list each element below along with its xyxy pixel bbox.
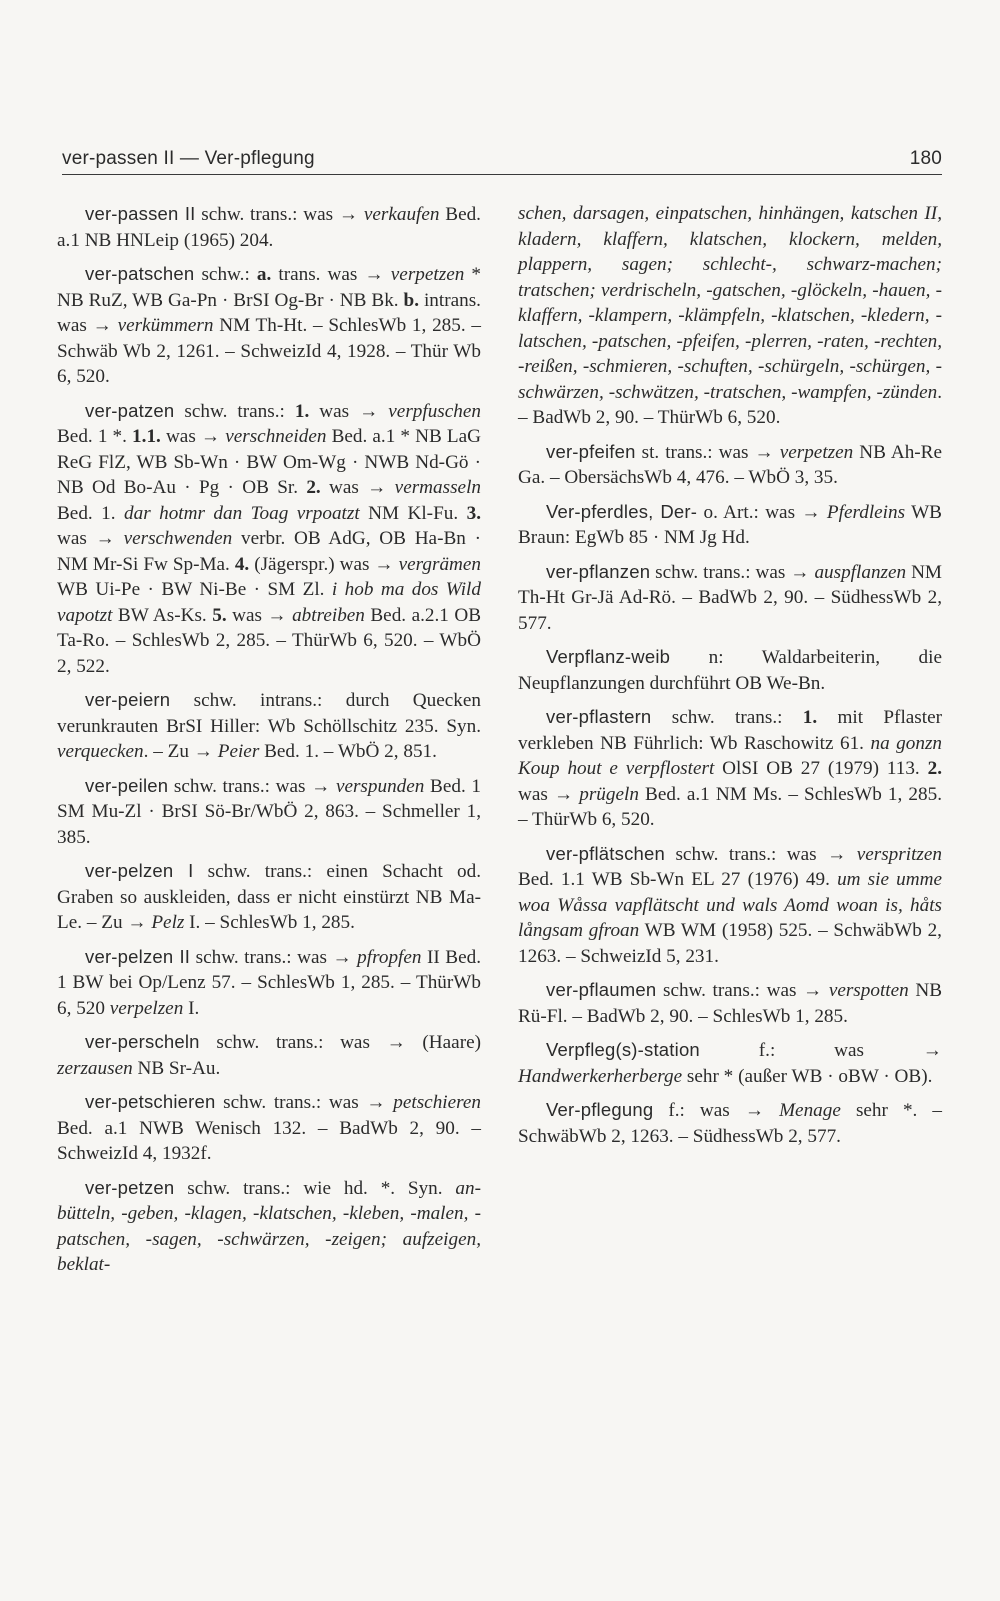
dictionary-entry	[57, 261, 481, 390]
entry-body: st. trans.: was → verpetzen NB Ah-Re Ga. – ObersächsWb 4, 476. – WbÖ 3, 35.	[518, 441, 942, 488]
dictionary-entry	[518, 1097, 942, 1149]
dictionary-entry	[518, 704, 942, 833]
left-column	[57, 201, 481, 1286]
dictionary-entry	[518, 499, 942, 551]
entry-body: f.: was → Handwerkerherberge sehr * (außer WB · oBW · OB).	[518, 1040, 942, 1087]
dictionary-entry	[518, 644, 942, 696]
entry-headword: ver-petzen	[85, 1176, 175, 1198]
dictionary-entry	[518, 201, 942, 431]
entry-body: schw. trans.: was → verspunden Bed. 1 SM Mu-Zl · BrSI Sö-Br/WbÖ 2, 863. – Schmeller 1, 385.	[57, 775, 481, 848]
entry-headword: Verpflanz-weib	[546, 646, 671, 667]
dictionary-entry	[57, 858, 481, 936]
dictionary-entry	[518, 841, 942, 970]
entry-body: schw. trans.: was → verkaufen Bed. a.1 NB HNLeip (1965) 204.	[57, 204, 481, 251]
dictionary-entry	[57, 201, 481, 253]
dictionary-entry	[57, 398, 481, 680]
running-title: ver-passen II — Ver-pflegung	[62, 148, 315, 169]
dictionary-entry	[518, 559, 942, 637]
entry-headword: ver-peiern	[85, 689, 171, 710]
dictionary-entry	[57, 1029, 481, 1081]
dictionary-entry	[57, 1089, 481, 1167]
entry-body: schw. trans.: was → petschieren Bed. a.1 NWB Wenisch 132. – BadWb 2, 90. – SchweizId 4, 1932f.	[57, 1092, 481, 1164]
right-column	[518, 201, 942, 1157]
dictionary-entry	[57, 944, 481, 1022]
running-header	[62, 144, 942, 175]
dictionary-entry	[518, 439, 942, 491]
entry-headword: ver-pelzen II	[85, 945, 191, 967]
entry-body: schw. trans.: 1. was → verpfuschen Bed. 1 *. 1.1. was → verschneiden Bed. a.1 * NB LaG ReG FlZ, WB Sb-Wn · BW Om-Wg · NWB Nd-Gö · NB Od Bo-Au · Pg · OB Sr. 2. was → vermasseln Bed. 1. dar hotmr dan Toag vrpoatzt NM Kl-Fu. 3. was → verschwenden verbr. OB AdG, OB Ha-Bn · NM Mr-Si Fw Sp-Ma. 4. (Jägerspr.) was → vergrämen WB Ui-Pe · BW Ni-Be · SM Zl. i hob ma dos Wild vapotzt BW As-Ks. 5. was → abtreiben Bed. a.2.1 OB Ta-Ro. – SchlesWb 2, 285. – ThürWb 6, 520. – WbÖ 2, 522.	[57, 400, 482, 677]
entry-body: n: Waldarbeiterin, die Neupflanzungen durchführt OB We-Bn.	[518, 647, 942, 694]
entry-body: schw. trans.: was → verspritzen Bed. 1.1 WB Sb-Wn EL 27 (1976) 49. um sie umme woa Wåssa vapflätscht und wals Aomd woan is, håts långsam gfroan WB WM (1958) 525. – SchwäbWb 2, 1263. – SchweizId 5, 231.	[518, 843, 942, 967]
entry-body: schw. trans.: was → (Haare) zerzausen NB Sr-Au.	[57, 1032, 481, 1079]
entry-headword: Verpfleg(s)-station	[546, 1039, 700, 1060]
dictionary-entry	[518, 977, 942, 1029]
entry-body: schw. trans.: wie hd. *. Syn. an-bütteln, -geben, -klagen, -klatschen, -kleben, -malen, -patschen, -sagen, -schwärzen, -zeigen; aufzeigen, beklat-	[57, 1177, 481, 1275]
entry-body: schw. trans.: was → pfropfen II Bed. 1 BW bei Op/Lenz 57. – SchlesWb 1, 285. – ThürWb 6, 520 verpelzen I.	[57, 946, 482, 1019]
entry-headword: ver-pflastern	[546, 706, 652, 727]
entry-body: schw. intrans.: durch Quecken verunkrauten BrSI Hiller: Wb Schöllschitz 235. Syn. verquecken. – Zu → Peier Bed. 1. – WbÖ 2, 851.	[57, 690, 481, 762]
dictionary-entry	[57, 1175, 481, 1278]
entry-headword: Ver-pflegung	[546, 1099, 654, 1120]
entry-headword: ver-pflaumen	[546, 979, 657, 1000]
entry-headword: ver-patzen	[85, 399, 175, 421]
entry-headword: ver-pelzen I	[85, 860, 194, 881]
entry-body: o. Art.: was → Pferdleins WB Braun: EgWb 85 · NM Jg Hd.	[518, 501, 942, 548]
entry-headword: ver-patschen	[85, 263, 195, 284]
entry-headword: ver-pflätschen	[546, 842, 665, 864]
page-number: 180	[909, 148, 942, 169]
entry-headword: ver-passen II	[85, 203, 196, 224]
entry-body: schw. trans.: was → auspflanzen NM Th-Ht Gr-Jä Ad-Rö. – BadWb 2, 90. – SüdhessWb 2, 577.	[518, 561, 942, 634]
entry-headword: ver-perscheln	[85, 1031, 200, 1052]
entry-body: f.: was → Menage sehr *. – SchwäbWb 2, 1263. – SüdhessWb 2, 577.	[518, 1100, 943, 1147]
entry-headword: ver-peilen	[85, 774, 169, 796]
entry-headword: ver-pflanzen	[546, 560, 651, 582]
dictionary-entry	[57, 773, 481, 851]
entry-body: schw. trans.: einen Schacht od. Graben so auskleiden, dass er nicht einstürzt NB Ma-Le. – Zu → Pelz I. – SchlesWb 1, 285.	[57, 861, 481, 933]
dictionary-entry	[57, 687, 481, 765]
entry-headword: Ver-pferdles, Der-	[546, 500, 698, 522]
entry-headword: ver-petschieren	[85, 1091, 216, 1112]
entry-body: schen, darsagen, einpatschen, hinhängen, katschen II, kladern, klaffern, klatschen, klockern, melden, plappern, sagen; schlecht-, schwarz-machen; tratschen; verdrischeln, -gatschen, -glöckeln, -hauen, -klaffern, -klampern, -klämpfeln, -klatschen, -kledern, -latschen, -patschen, -pfeifen, -plerren, -raten, -rechten, -reißen, -schmieren, -schuften, -schürgeln, -schürgen, -schwärzen, -schwätzen, -tratschen, -wampfen, -zünden. – BadWb 2, 90. – ThürWb 6, 520.	[518, 203, 942, 428]
entry-headword: ver-pfeifen	[546, 440, 636, 462]
entry-body: schw. trans.: 1. mit Pflaster verkleben NB Führlich: Wb Raschowitz 61. na gonzn Koup hout e verpflostert OlSI OB 27 (1979) 113. 2. was → prügeln Bed. a.1 NM Ms. – SchlesWb 1, 285. – ThürWb 6, 520.	[518, 707, 943, 830]
dictionary-entry	[518, 1037, 942, 1089]
entry-body: schw.: a. trans. was → verpetzen * NB RuZ, WB Ga-Pn · BrSI Og-Br · NB Bk. b. intrans. was → verkümmern NM Th-Ht. – SchlesWb 1, 285. – Schwäb Wb 2, 1261. – SchweizId 4, 1928. – Thür Wb 6, 520.	[57, 264, 482, 387]
entry-body: schw. trans.: was → verspotten NB Rü-Fl. – BadWb 2, 90. – SchlesWb 1, 285.	[518, 980, 943, 1027]
